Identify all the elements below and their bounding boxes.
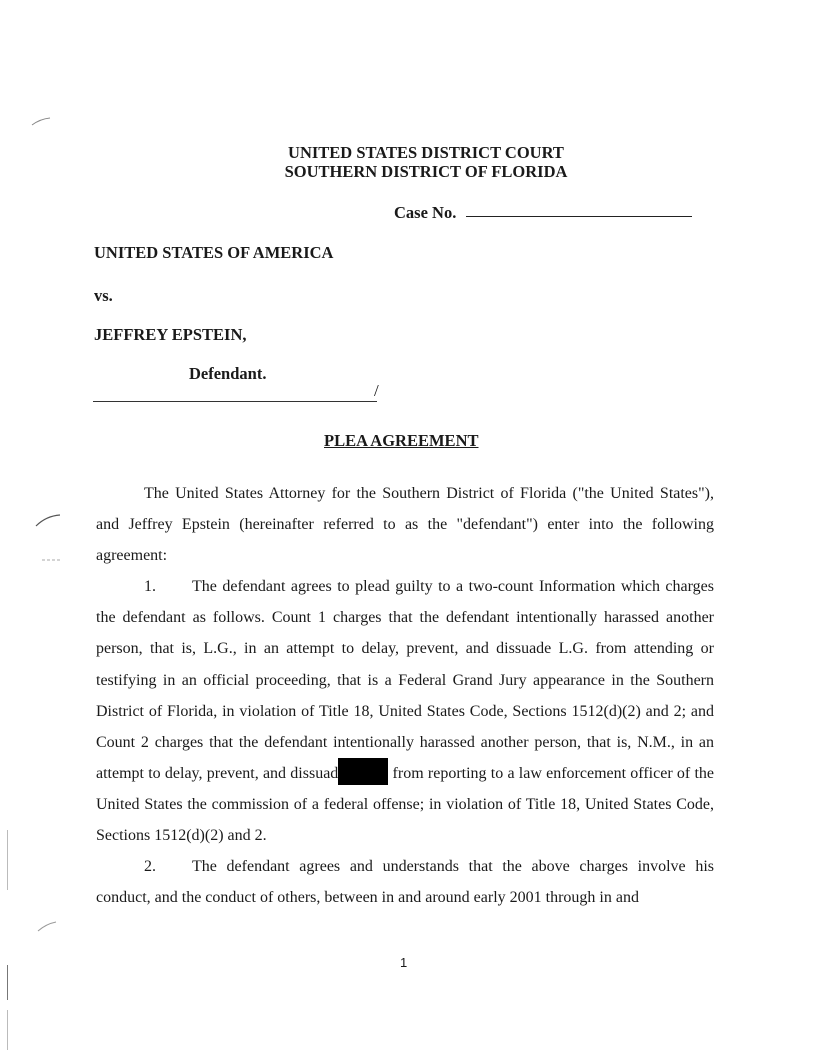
paragraph-2 — [96, 851, 714, 913]
scan-mark — [36, 920, 60, 934]
plaintiff-name: UNITED STATES OF AMERICA — [94, 243, 334, 262]
versus-label: vs. — [94, 286, 113, 305]
paragraph-text: The defendant agrees to plead guilty to a two-count Information which charges the defendant as follows. Count 1 charges that the defendant intentionally harassed another person, that is, L.G., in an attempt to delay, prevent, and dissuade L.G. from attending or testifying in an official proceeding, that is a Federal Grand Jury appearance in the Southern District of Florida, in violation of Title 18, United States Code, Sections 1512(d)(2) and 2; and Count 2 charges that the defendant intentionally harassed another person, that is, N.M., in an attempt to delay, prevent, and dissuad — [96, 578, 714, 782]
paragraph-text: The defendant agrees and understands that the above charges involve his conduct, and the conduct of others, between in and around early 2001 through in and — [96, 858, 714, 907]
paragraph-1 — [96, 571, 714, 851]
paragraph-number: 1. — [144, 578, 156, 596]
caption-slash: / — [374, 381, 379, 400]
caption-divider — [93, 401, 377, 402]
scan-edge — [7, 1010, 8, 1050]
scan-edge — [7, 830, 8, 890]
court-header — [0, 143, 816, 181]
page-number: 1 — [400, 955, 408, 970]
case-number-blank — [466, 216, 692, 217]
document-title: PLEA AGREEMENT — [324, 431, 479, 450]
defendant-label: Defendant. — [189, 364, 267, 383]
court-name: UNITED STATES DISTRICT COURT — [288, 143, 564, 162]
defendant-name: JEFFREY EPSTEIN, — [94, 325, 247, 344]
paragraph-text-continued: from reporting to a law enforcement officer of the United States the commission of a federal offense; in violation of Title 18, United States Code, Sections 1512(d)(2) and 2. — [96, 764, 715, 845]
intro-paragraph: The United States Attorney for the Southern District of Florida ("the United States"), and Jeffrey Epstein (hereinafter referred to as the "defendant") enter into the following agreement: — [96, 485, 714, 565]
paragraph-number: 2. — [144, 858, 156, 876]
scan-edge — [7, 965, 8, 1000]
scan-mark — [30, 115, 54, 129]
agreement-body — [96, 478, 714, 913]
scan-mark — [40, 556, 64, 564]
redaction-box — [338, 758, 388, 785]
court-district: SOUTHERN DISTRICT OF FLORIDA — [284, 162, 568, 181]
case-number-label: Case No. — [394, 203, 457, 222]
scan-mark — [34, 512, 64, 530]
